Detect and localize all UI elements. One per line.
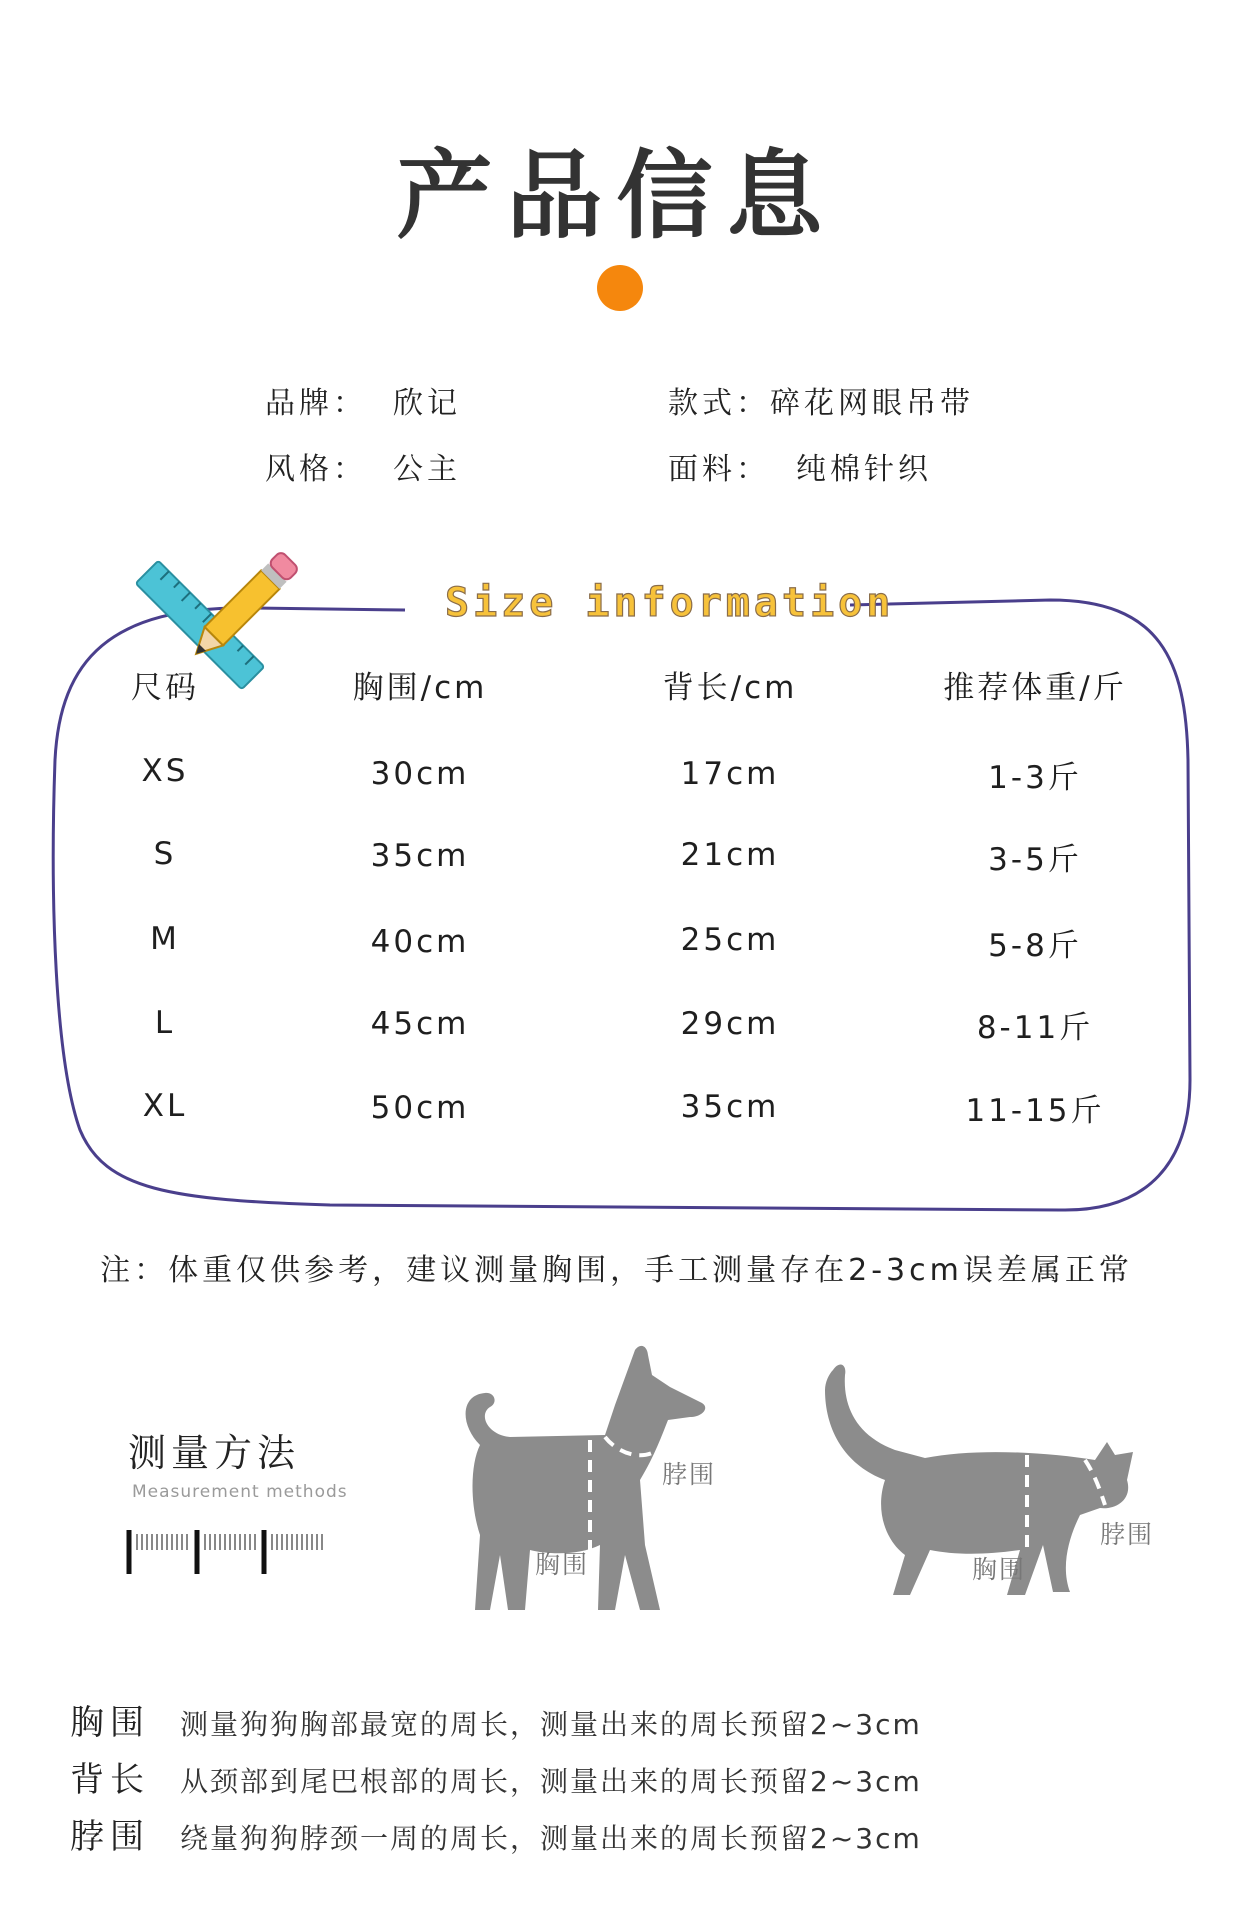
chest-cell: 35cm — [370, 838, 470, 874]
definition-text: 从颈部到尾巴根部的周长，测量出来的周长预留2~3cm — [180, 1765, 922, 1798]
method-title: 测量方法 — [128, 1431, 301, 1475]
size-cell: XL — [142, 1088, 188, 1124]
chest-cell: 30cm — [370, 756, 470, 792]
chest-cell: 45cm — [370, 1006, 470, 1042]
header-back: 背长/cm — [662, 670, 798, 706]
weight-cell: 11-15斤 — [965, 1093, 1105, 1129]
back-cell: 21cm — [680, 837, 780, 873]
cat-neck-label: 脖围 — [1100, 1520, 1155, 1549]
weight-cell: 3-5斤 — [988, 842, 1082, 878]
tape-measure-icon — [125, 1528, 330, 1578]
definition-term: 背长 — [70, 1760, 150, 1800]
header-chest: 胸围/cm — [352, 670, 488, 706]
genre-label: 风格： — [265, 452, 367, 487]
header-weight: 推荐体重/斤 — [943, 670, 1127, 706]
header-size: 尺码 — [131, 670, 199, 706]
fabric-value: 纯棉针织 — [796, 452, 932, 487]
size-cell: XS — [141, 753, 189, 789]
page-title: 产品信息 — [396, 140, 837, 252]
chest-cell: 40cm — [370, 924, 470, 960]
genre-value: 公主 — [393, 452, 461, 487]
definition-text: 绕量狗狗脖颈一周的周长，测量出来的周长预留2~3cm — [180, 1822, 922, 1855]
dog-neck-label: 脖围 — [662, 1460, 717, 1489]
brand-value: 欣记 — [393, 386, 461, 421]
definition-neck — [70, 1809, 922, 1858]
definition-back — [70, 1752, 922, 1801]
definition-term: 脖围 — [70, 1817, 150, 1857]
size-cell: M — [150, 921, 180, 957]
chest-cell: 50cm — [370, 1090, 470, 1126]
style-label: 款式： — [668, 386, 770, 421]
back-cell: 17cm — [680, 756, 780, 792]
size-note: 注：体重仅供参考，建议测量胸围，手工测量存在2-3cm误差属正常 — [100, 1253, 1133, 1288]
brand-label: 品牌： — [265, 386, 367, 421]
weight-cell: 8-11斤 — [976, 1010, 1094, 1046]
size-heading: Size information — [445, 580, 895, 626]
dog-chest-label: 胸围 — [535, 1550, 590, 1579]
fabric-label: 面料： — [668, 452, 770, 487]
style-value: 碎花网眼吊带 — [770, 386, 974, 421]
definition-term: 胸围 — [70, 1703, 150, 1743]
cat-chest-label: 胸围 — [972, 1555, 1027, 1584]
back-cell: 35cm — [680, 1089, 780, 1125]
weight-cell: 5-8斤 — [988, 928, 1082, 964]
method-subtitle: Measurement methods — [132, 1482, 348, 1502]
definition-text: 测量狗狗胸部最宽的周长，测量出来的周长预留2~3cm — [180, 1708, 922, 1741]
size-cell: S — [153, 836, 177, 872]
definition-chest — [70, 1695, 922, 1744]
back-cell: 25cm — [680, 922, 780, 958]
size-cell: L — [154, 1005, 176, 1041]
back-cell: 29cm — [680, 1006, 780, 1042]
weight-cell: 1-3斤 — [988, 760, 1082, 796]
